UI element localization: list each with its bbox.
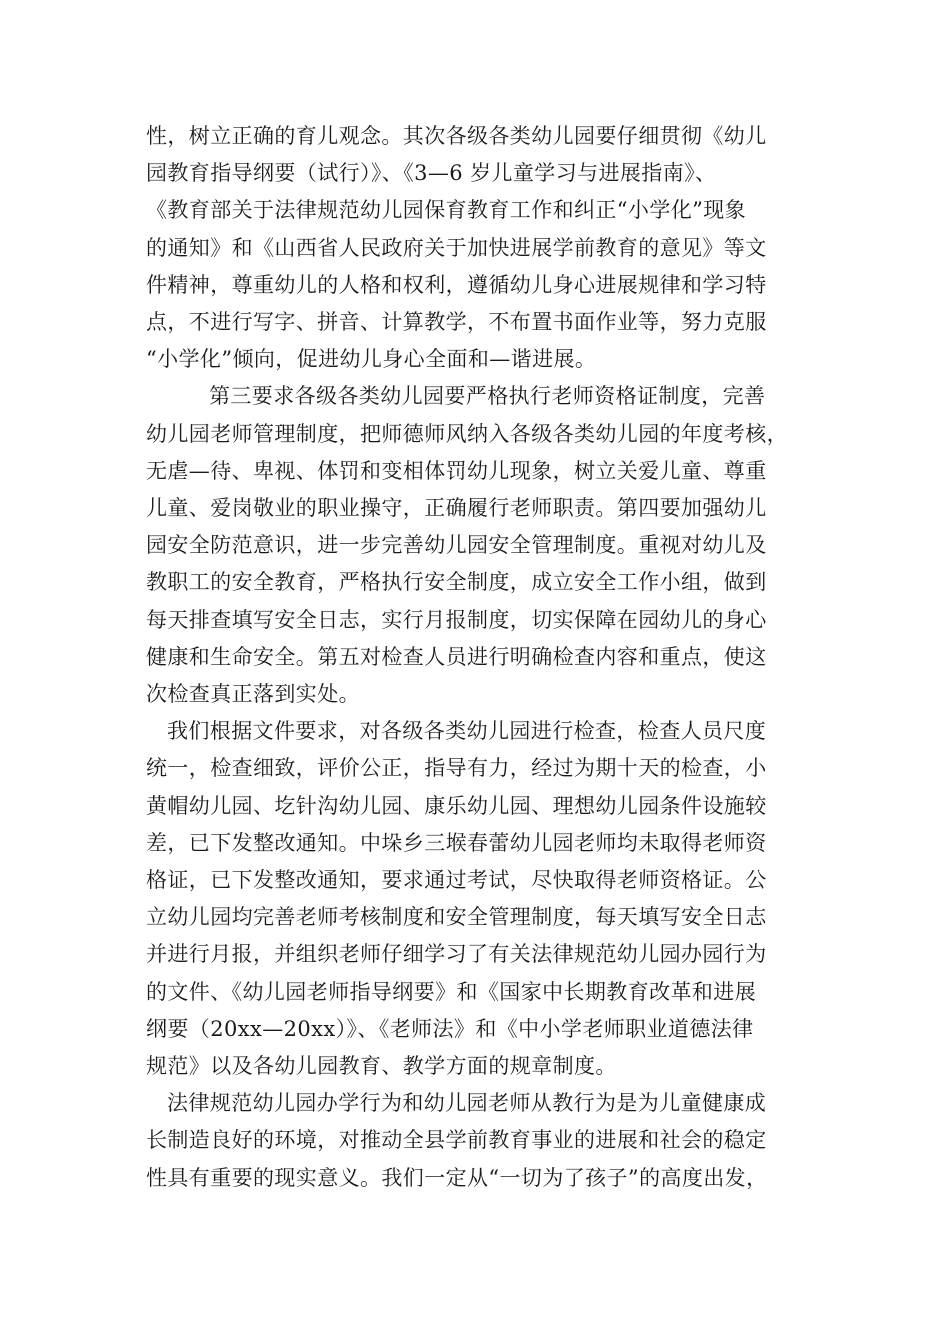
text-line: 统一，检查细致，评价公正，指导有力，经过为期十天的检查，小 — [146, 756, 767, 781]
paragraph-conclusion — [146, 1085, 826, 1197]
text-line: 法律规范幼儿园办学行为和幼儿园老师从教行为是为儿童健康成 — [167, 1091, 767, 1116]
text-line: 规范》以及各幼儿园教育、教学方面的规章制度。 — [146, 1054, 617, 1079]
text-line: 的文件、《幼儿园老师指导纲要》和《国家中长期教育改革和进展 — [146, 979, 757, 1004]
text-line: 第三要求各级各类幼儿园要严格执行老师资格证制度，完善 — [209, 384, 766, 409]
text-line: 立幼儿园均完善老师考核制度和安全管理制度，每天填写安全日志 — [146, 905, 767, 930]
text-line: 每天排查填写安全日志，实行月报制度，切实保障在园幼儿的身心 — [146, 607, 767, 632]
text-line: 次检查真正落到实处。 — [146, 682, 360, 707]
text-line: 差，已下发整改通知。中垛乡三堠春蕾幼儿园老师均未取得老师资 — [146, 830, 767, 855]
text-line: 《教育部关于法律规范幼儿园保育教育工作和纠正“小学化”现象 — [146, 198, 747, 223]
paragraph-continuation — [146, 118, 826, 378]
text-line: 园安全防范意识，进一步完善幼儿园安全管理制度。重视对幼儿及 — [146, 533, 767, 558]
text-line: 纲要（20xx—20xx）》、《老师法》和《中小学老师职业道德法律 — [146, 1016, 754, 1041]
paragraph-requirements — [146, 378, 826, 713]
text-line: 健康和生命安全。第五对检查人员进行明确检查内容和重点，使这 — [146, 644, 767, 669]
text-line: 儿童、爱岗敬业的职业操守，正确履行老师职责。第四要加强幼儿 — [146, 496, 767, 521]
text-line: 性，树立正确的育儿观念。其次各级各类幼儿园要仔细贯彻《幼儿 — [146, 124, 767, 148]
text-line: 的通知》和《山西省人民政府关于加快进展学前教育的意见》等文 — [146, 235, 767, 260]
text-line: 园教育指导纲要（试行）》、《3—6 岁儿童学习与进展指南》、 — [146, 161, 717, 186]
text-line: 格证，已下发整改通知，要求通过考试，尽快取得老师资格证。公 — [146, 868, 767, 893]
text-line: 件精神，尊重幼儿的人格和权利，遵循幼儿身心进展规律和学习特 — [146, 272, 767, 297]
text-line: 教职工的安全教育，严格执行安全制度，成立安全工作小组，做到 — [146, 570, 767, 595]
document-body — [146, 118, 826, 1197]
text-line: 幼儿园老师管理制度，把师德师风纳入各级各类幼儿园的年度考核， — [146, 421, 788, 446]
paragraph-inspection — [146, 713, 826, 1085]
text-line: 长制造良好的环境，对推动全县学前教育事业的进展和社会的稳定 — [146, 1128, 767, 1153]
text-line: 点，不进行写字、拼音、计算教学，不布置书面作业等，努力克服 — [146, 310, 767, 335]
text-line: “小学化”倾向，促进幼儿身心全面和—谐进展。 — [146, 347, 597, 372]
text-line: 并进行月报，并组织老师仔细学习了有关法律规范幼儿园办园行为 — [146, 942, 767, 967]
text-line: 无虐—待、卑视、体罚和变相体罚幼儿现象，树立关爱儿童、尊重 — [146, 458, 767, 483]
text-line: 我们根据文件要求，对各级各类幼儿园进行检查，检查人员尺度 — [167, 719, 767, 744]
text-line: 黄帽幼儿园、圪针沟幼儿园、康乐幼儿园、理想幼儿园条件设施较 — [146, 793, 767, 818]
text-line: 性具有重要的现实意义。我们一定从“一切为了孩子”的高度出发， — [146, 1165, 768, 1190]
